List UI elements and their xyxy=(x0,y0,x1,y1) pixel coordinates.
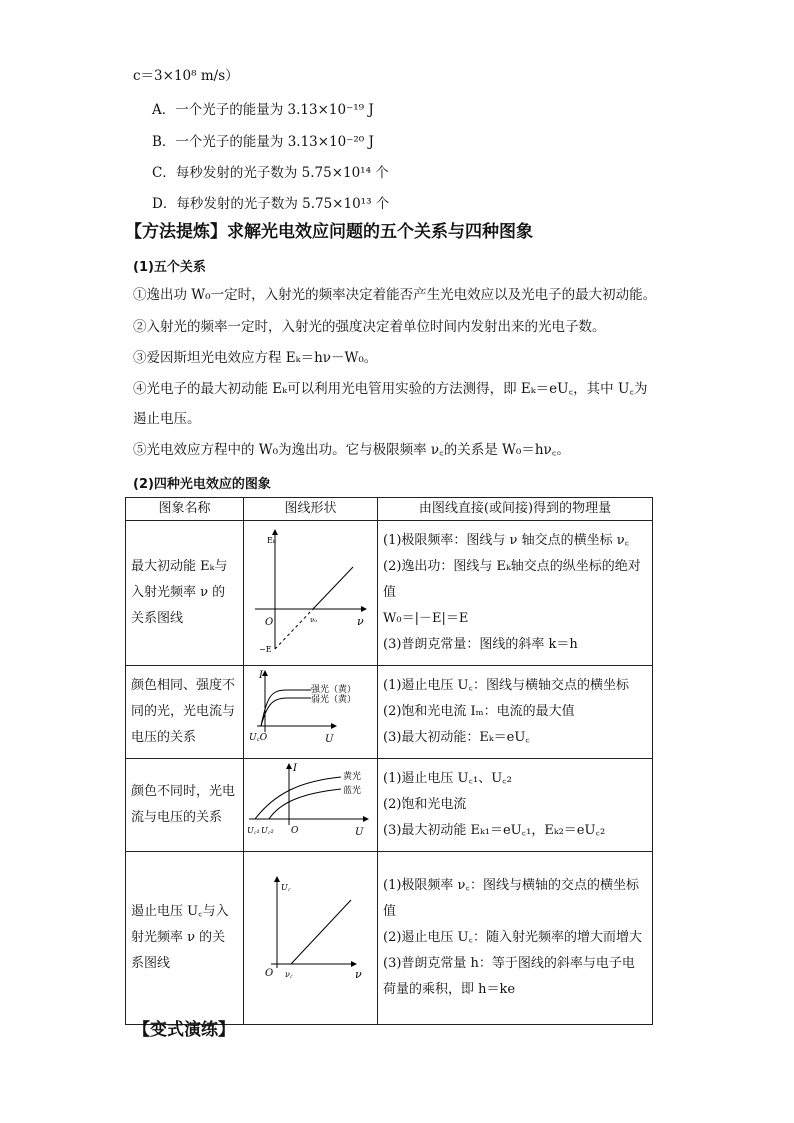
table-row xyxy=(126,521,653,666)
uc-frequency-graph xyxy=(245,852,377,1014)
graph-name: 最大初动能 Eₖ与入射光频率 ν 的关系图线 xyxy=(126,521,244,666)
blue-light-label: 蓝光 xyxy=(342,786,361,796)
graph-name: 颜色相同、强度不同的光，光电流与电压的关系 xyxy=(126,666,244,759)
intercept-label: ν₀ xyxy=(309,616,317,624)
graph-description xyxy=(378,759,653,852)
axis-label-y: Eₖ xyxy=(266,536,276,545)
ek-frequency-graph xyxy=(245,521,377,655)
section2-title: (2)四种光电效应的图象 xyxy=(133,477,271,492)
table-header-row xyxy=(126,498,653,521)
intercept-label: ν꜀ xyxy=(284,970,293,979)
graph-description xyxy=(378,521,653,666)
option-label: B． xyxy=(152,134,176,150)
graph-cell xyxy=(244,666,378,759)
option-text: 每秒发射的光子数为 5.75×10¹³ 个 xyxy=(176,196,390,212)
option-label: C． xyxy=(152,165,176,181)
weak-light-label: 弱光（黄） xyxy=(310,695,356,705)
option-d[interactable] xyxy=(152,192,389,212)
desc-line: (2)饱和光电流 xyxy=(383,797,467,812)
axis-label-y: U꜀ xyxy=(280,883,291,892)
footer-heading: 【变式演练】 xyxy=(133,1020,235,1040)
yellow-light-label: 黄光 xyxy=(342,772,361,782)
table-header: 由图线直接(或间接)得到的物理量 xyxy=(378,498,653,521)
axis-label-x: U xyxy=(354,827,363,838)
table-header: 图线形状 xyxy=(244,498,378,521)
desc-line: (1)遏止电压 U꜀₁、U꜀₂ xyxy=(383,771,512,786)
option-c[interactable] xyxy=(152,161,389,181)
desc-line: (1)遏止电压 U꜀：图线与横轴交点的横坐标 xyxy=(383,678,630,693)
axis-label-y: I xyxy=(292,763,297,774)
relation-1: ①逸出功 W₀一定时，入射光的频率决定着能否产生光电效应以及光电子的最大初动能。 xyxy=(133,287,657,303)
graph-cell xyxy=(244,759,378,852)
intensity-current-graph xyxy=(245,666,377,748)
option-label: D． xyxy=(152,196,177,212)
option-text: 一个光子的能量为 3.13×10⁻²⁰ J xyxy=(175,134,374,150)
desc-line: (1)极限频率：图线与 ν 轴交点的横坐标 ν꜀ xyxy=(383,533,630,548)
desc-line: (1)极限频率 ν꜀：图线与横轴的交点的横坐标值 xyxy=(383,878,639,919)
axis-label-y: I xyxy=(258,670,263,681)
graph-cell xyxy=(244,852,378,1025)
graph-name: 颜色不同时，光电流与电压的关系 xyxy=(126,759,244,852)
method-heading: 【方法提炼】求解光电效应问题的五个关系与四种图象 xyxy=(125,222,533,242)
desc-line: (2)遏止电压 U꜀：随入射光频率的增大而增大 xyxy=(383,930,643,945)
desc-line: (2)逸出功：图线与 Eₖ轴交点的纵坐标的绝对值 xyxy=(383,559,641,600)
axis-label-x: ν xyxy=(356,615,364,628)
relation-5: ⑤光电效应方程中的 W₀为逸出功。它与极限频率 ν꜀的关系是 W₀＝hν꜀。 xyxy=(133,442,570,458)
section1-title: (1)五个关系 xyxy=(133,260,206,275)
strong-light-label: 强光（黄） xyxy=(310,685,356,695)
relation-3: ③爱因斯坦光电效应方程 Eₖ＝hν－W₀。 xyxy=(133,350,378,366)
axis-label-x: U xyxy=(324,734,333,745)
desc-line: (2)饱和光电流 Iₘ：电流的最大值 xyxy=(383,704,575,719)
origin-label: U꜀O xyxy=(248,733,267,743)
uc2-label: U꜀₂ xyxy=(260,826,274,835)
axis-label-x: ν xyxy=(354,968,362,981)
desc-line: (3)最大初动能 Eₖ₁＝eU꜀₁，Eₖ₂＝eU꜀₂ xyxy=(383,823,606,838)
graph-description xyxy=(378,666,653,759)
option-text: 一个光子的能量为 3.13×10⁻¹⁹ J xyxy=(175,102,374,118)
graph-description xyxy=(378,852,653,1025)
graph-table xyxy=(125,497,653,1025)
graph-cell xyxy=(244,521,378,666)
graph-name: 遏止电压 U꜀与入射光频率 ν 的关系图线 xyxy=(126,852,244,1025)
desc-line: W₀＝|－E|＝E xyxy=(383,611,469,626)
option-text: 每秒发射的光子数为 5.75×10¹⁴ 个 xyxy=(175,165,389,181)
header-line: c＝3×10⁸ m/s） xyxy=(133,68,239,84)
origin-label: O xyxy=(264,617,273,628)
option-a[interactable] xyxy=(152,98,374,118)
desc-line: (3)普朗克常量：图线的斜率 k＝h xyxy=(383,637,578,652)
color-current-graph xyxy=(245,759,377,841)
neg-e-label: −E xyxy=(258,645,272,654)
relation-4: ④光电子的最大初动能 Eₖ可以利用光电管用实验的方法测得，即 Eₖ＝eU꜀，其中 U꜀为 xyxy=(133,381,648,397)
desc-line: (3)普朗克常量 h：等于图线的斜率与电子电荷量的乘积，即 h＝ke xyxy=(383,956,635,997)
table-header: 图象名称 xyxy=(126,498,244,521)
desc-line: (3)最大初动能：Eₖ＝eU꜀ xyxy=(383,730,530,745)
uc1-label: U꜀₁ xyxy=(246,826,260,835)
relation-2: ②入射光的频率一定时，入射光的强度决定着单位时间内发射出来的光电子数。 xyxy=(133,319,606,335)
option-label: A． xyxy=(152,102,176,118)
origin-label: O xyxy=(264,968,273,979)
option-b[interactable] xyxy=(152,130,374,150)
relation-4-cont: 遏止电压。 xyxy=(133,411,201,427)
origin-label: O xyxy=(290,826,298,836)
table-row xyxy=(126,666,653,759)
table-row xyxy=(126,759,653,852)
table-row xyxy=(126,852,653,1025)
